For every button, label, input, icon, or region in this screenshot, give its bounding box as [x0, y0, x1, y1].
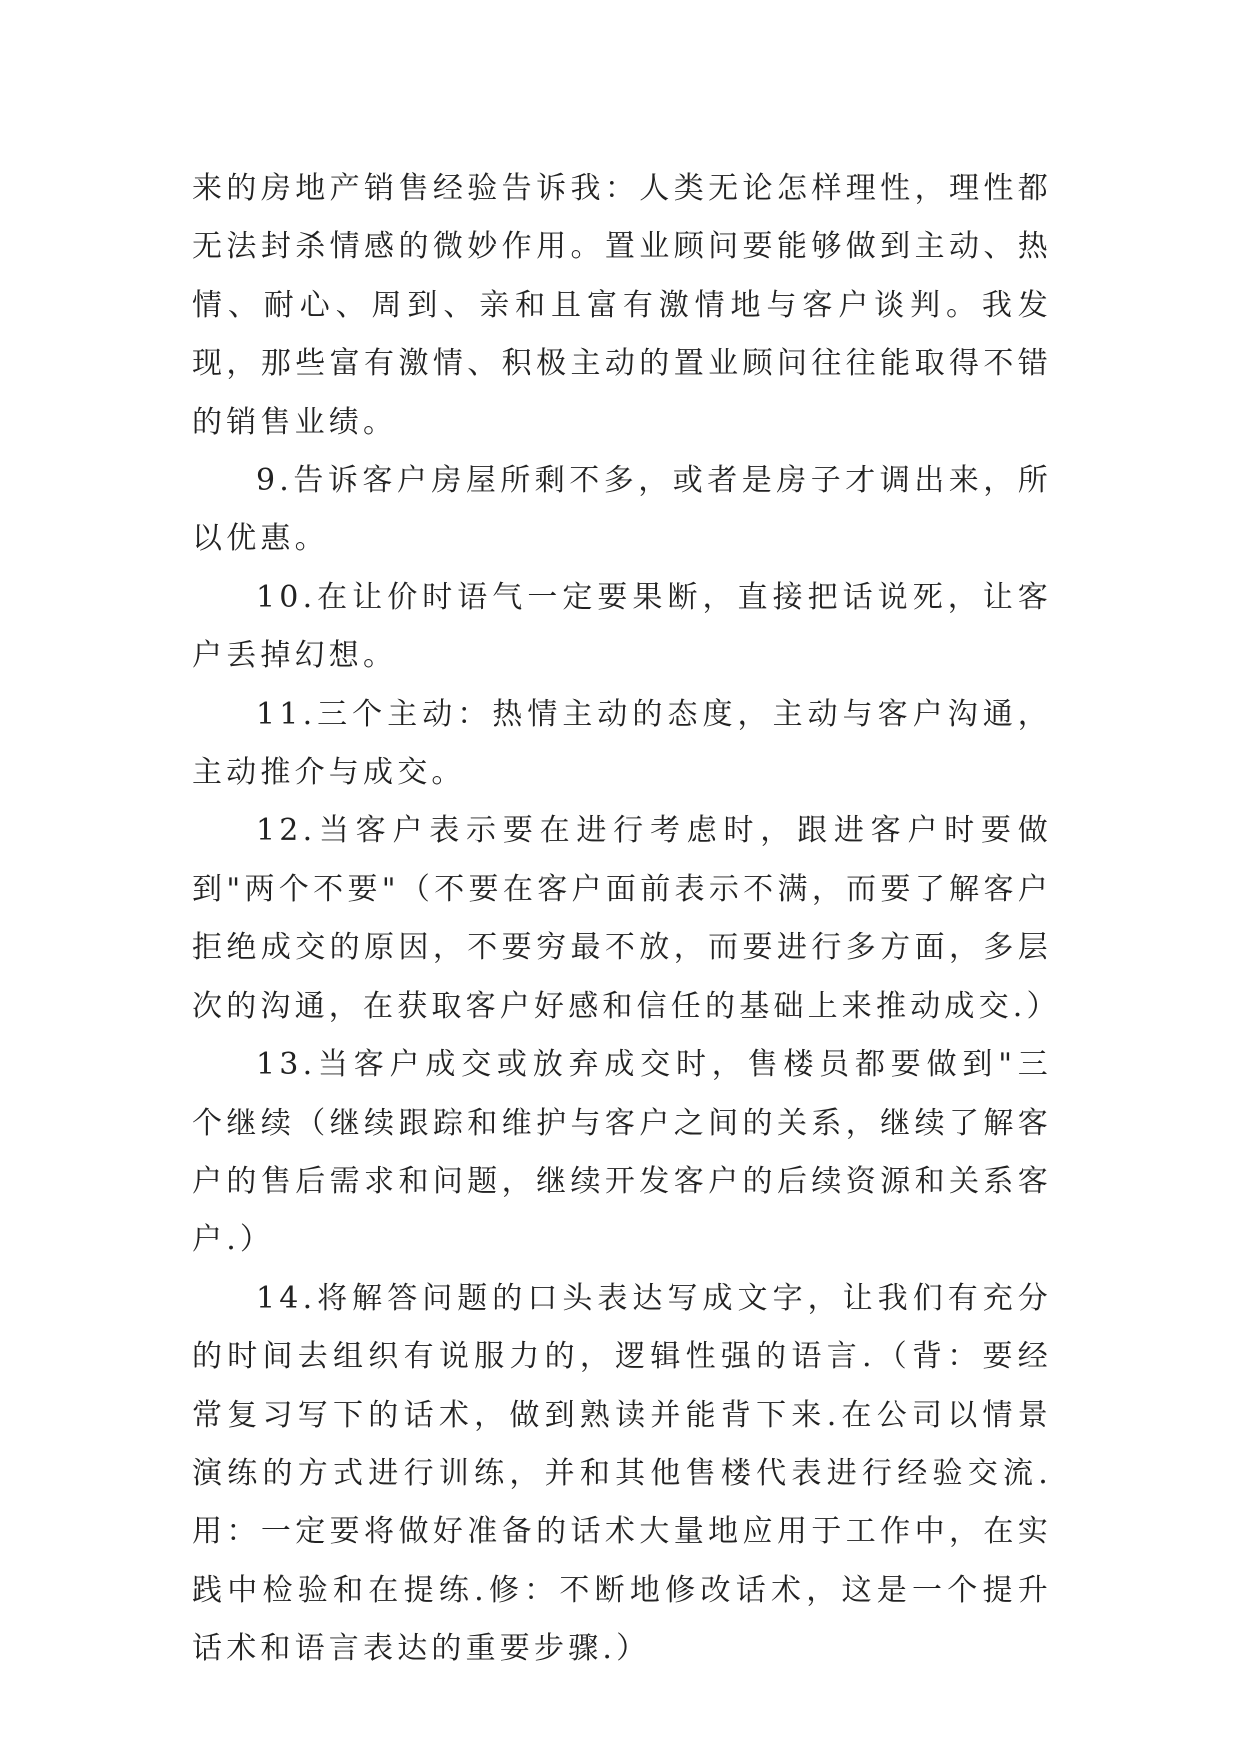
paragraph-item-11: 11.三个主动：热情主动的态度，主动与客户沟通，主动推介与成交。 [192, 696, 1052, 791]
paragraph-intro: 来的房地产销售经验告诉我：人类无论怎样理性，理性都无法封杀情感的微妙作用。置业顾问要能够做到主动、热情、耐心、周到、亲和且富有激情地与客户谈判。我发现，那些富有激情、积极主动的置业顾问往往能取得不错的销售业绩。 [192, 171, 1052, 440]
paragraph-item-14: 14.将解答问题的口头表达写成文字，让我们有充分的时间去组织有说服力的，逻辑性强的语言.（背：要经常复习写下的话术，做到熟读并能背下来.在公司以情景演练的方式进行训练，并和其他售楼代表进行经验交流.用：一定要将做好准备的话术大量地应用于工作中，在实践中检验和在提练.修：不断地修改话术，这是一个提升话术和语言表达的重要步骤.） [192, 1280, 1052, 1667]
paragraph-item-13: 13.当客户成交或放弃成交时，售楼员都要做到"三个继续（继续跟踪和维护与客户之间的关系，继续了解客户的售后需求和问题，继续开发客户的后续资源和关系客户.） [192, 1047, 1052, 1258]
document-body [192, 160, 1061, 1679]
paragraph-item-10: 10.在让价时语气一定要果断，直接把话说死，让客户丢掉幻想。 [192, 579, 1052, 674]
paragraph-item-12: 12.当客户表示要在进行考虑时，跟进客户时要做到"两个不要"（不要在客户面前表示不满，而要了解客户拒绝成交的原因，不要穷最不放，而要进行多方面，多层次的沟通，在获取客户好感和信任的基础上来推动成交.） [192, 813, 1061, 1024]
paragraph-item-9: 9.告诉客户房屋所剩不多，或者是房子才调出来，所以优惠。 [192, 463, 1052, 557]
